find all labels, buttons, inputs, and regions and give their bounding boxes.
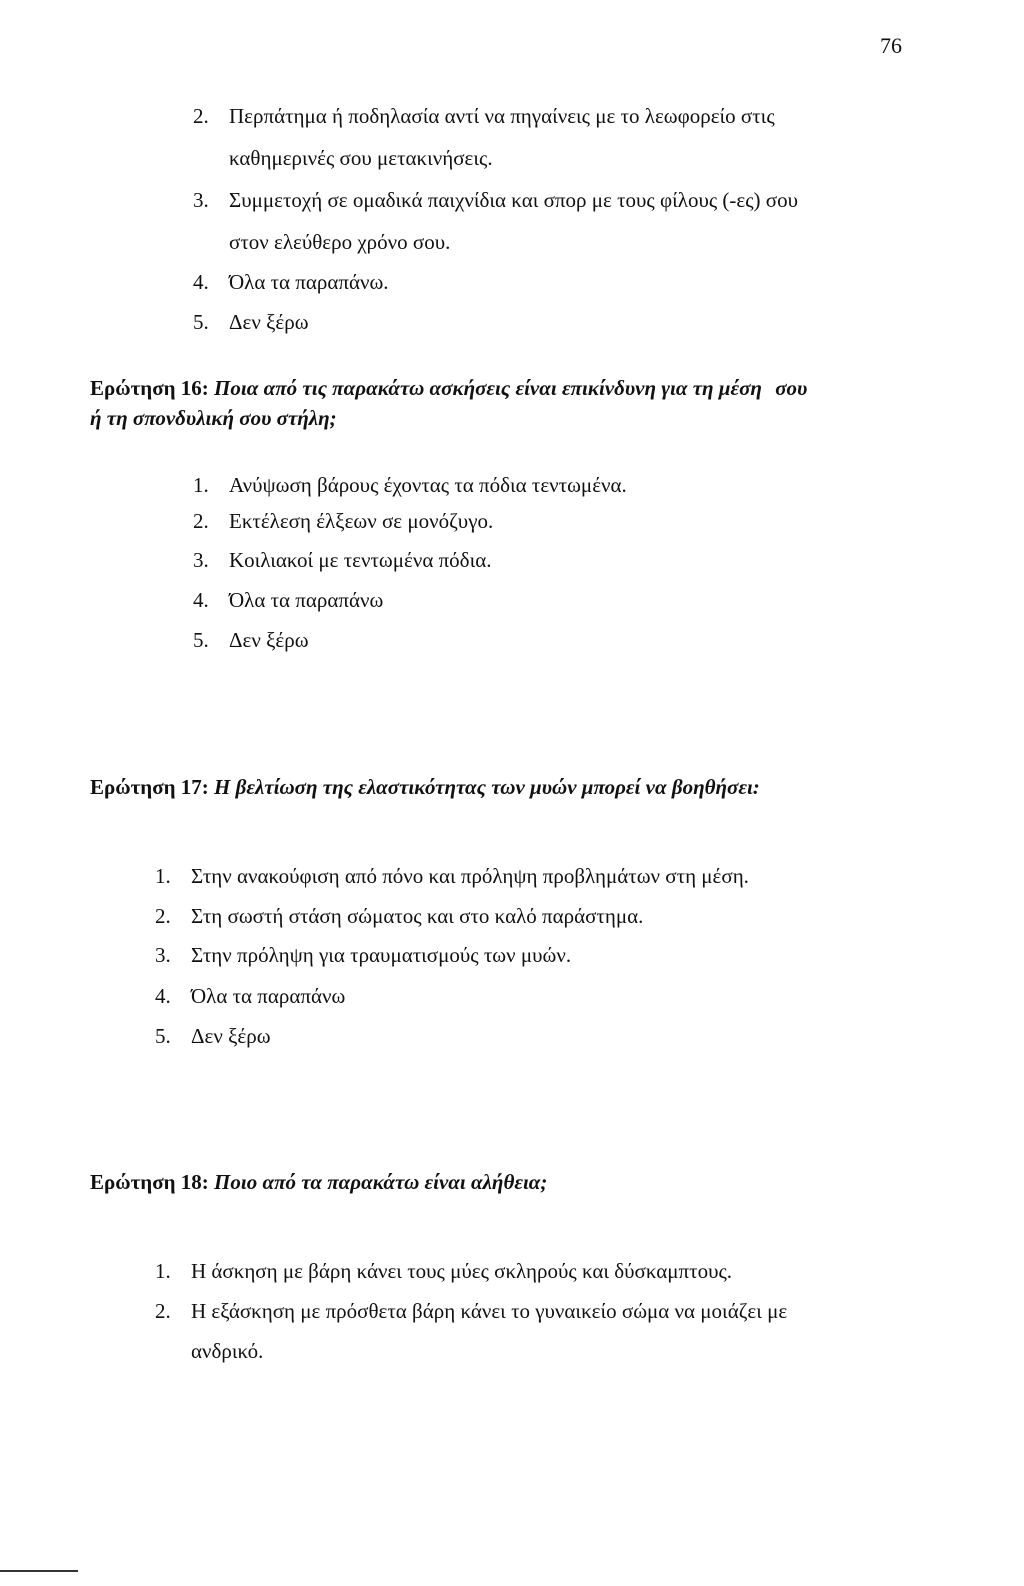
option-number: 4. <box>193 588 209 612</box>
question-18-title <box>90 1167 547 1197</box>
option-text-continued: ανδρικό. <box>191 1339 264 1363</box>
option-item <box>155 861 749 891</box>
option-item <box>193 625 309 655</box>
question-label: Ερώτηση 17: <box>90 775 209 799</box>
option-number: 5. <box>193 628 209 652</box>
option-text: Ανύψωση βάρους έχοντας τα πόδια τεντωμένα. <box>229 473 627 497</box>
footnote-rule <box>0 1570 78 1572</box>
option-number: 5. <box>155 1024 171 1048</box>
item-number: 5. <box>193 310 209 334</box>
question-text: Ποιο από τα παρακάτω είναι αλήθεια; <box>214 1170 548 1194</box>
item-text: Δεν ξέρω <box>229 310 309 334</box>
item-number: 4. <box>193 270 209 294</box>
option-item <box>155 901 643 931</box>
option-item <box>155 1021 271 1051</box>
option-text: Στην ανακούφιση από πόνο και πρόληψη προβλημάτων στη μέση. <box>191 864 749 888</box>
question-text: ή τη σπονδυλική σου στήλη; <box>90 406 337 430</box>
option-item <box>193 470 627 500</box>
option-number: 2. <box>193 509 209 533</box>
option-item <box>155 1296 787 1326</box>
question-16-title-continued <box>90 403 337 433</box>
item-text-continued: καθημερινές σου μετακινήσεις. <box>229 146 493 170</box>
option-text: Όλα τα παραπάνω <box>229 588 384 612</box>
option-number: 1. <box>155 864 171 888</box>
item-text: Συμμετοχή σε ομαδικά παιχνίδια και σπορ με τους φίλους (-ες) σου <box>229 188 798 212</box>
option-number: 3. <box>193 548 209 572</box>
option-number: 2. <box>155 1299 171 1323</box>
item-text-continued: στον ελεύθερο χρόνο σου. <box>229 230 451 254</box>
question-label: Ερώτηση 18: <box>90 1170 209 1194</box>
list-item <box>193 307 309 337</box>
question-text: Ποια από τις παρακάτω ασκήσεις είναι επικίνδυνη για τη μέση <box>214 376 762 400</box>
option-item <box>193 585 383 615</box>
option-item <box>193 506 493 536</box>
item-text: Περπάτημα ή ποδηλασία αντί να πηγαίνεις με το λεωφορείο στις <box>229 104 775 128</box>
question-text: Η βελτίωση της ελαστικότητας των μυών μπορεί να βοηθήσει: <box>214 775 760 799</box>
option-item <box>193 545 491 575</box>
question-16-title <box>90 373 807 403</box>
list-item <box>193 185 798 215</box>
question-text-end: σου <box>775 376 808 400</box>
option-text: Στη σωστή στάση σώματος και στο καλό παράστημα. <box>191 904 644 928</box>
option-text: Η εξάσκηση με πρόσθετα βάρη κάνει το γυναικείο σώμα να μοιάζει με <box>191 1299 788 1323</box>
option-number: 1. <box>193 473 209 497</box>
option-number: 3. <box>155 943 171 967</box>
option-text: Στην πρόληψη για τραυματισμούς των μυών. <box>191 943 572 967</box>
option-item <box>155 940 571 970</box>
option-text: Εκτέλεση έλξεων σε μονόζυγο. <box>229 509 494 533</box>
option-text: Δεν ξέρω <box>191 1024 271 1048</box>
option-text: Δεν ξέρω <box>229 628 309 652</box>
question-label: Ερώτηση 16: <box>90 376 209 400</box>
list-item <box>193 267 389 297</box>
item-number: 3. <box>193 188 209 212</box>
option-item <box>155 1256 732 1286</box>
item-text: Όλα τα παραπάνω. <box>229 270 389 294</box>
option-item <box>155 981 345 1011</box>
item-number: 2. <box>193 104 209 128</box>
option-number: 4. <box>155 984 171 1008</box>
option-text: Η άσκηση με βάρη κάνει τους μύες σκληρούς και δύσκαμπτους. <box>191 1259 733 1283</box>
list-item <box>193 101 775 131</box>
page-number: 76 <box>880 33 902 58</box>
option-text: Κοιλιακοί με τεντωμένα πόδια. <box>229 548 492 572</box>
question-17-title <box>90 772 760 802</box>
option-number: 1. <box>155 1259 171 1283</box>
option-text: Όλα τα παραπάνω <box>191 984 346 1008</box>
option-number: 2. <box>155 904 171 928</box>
